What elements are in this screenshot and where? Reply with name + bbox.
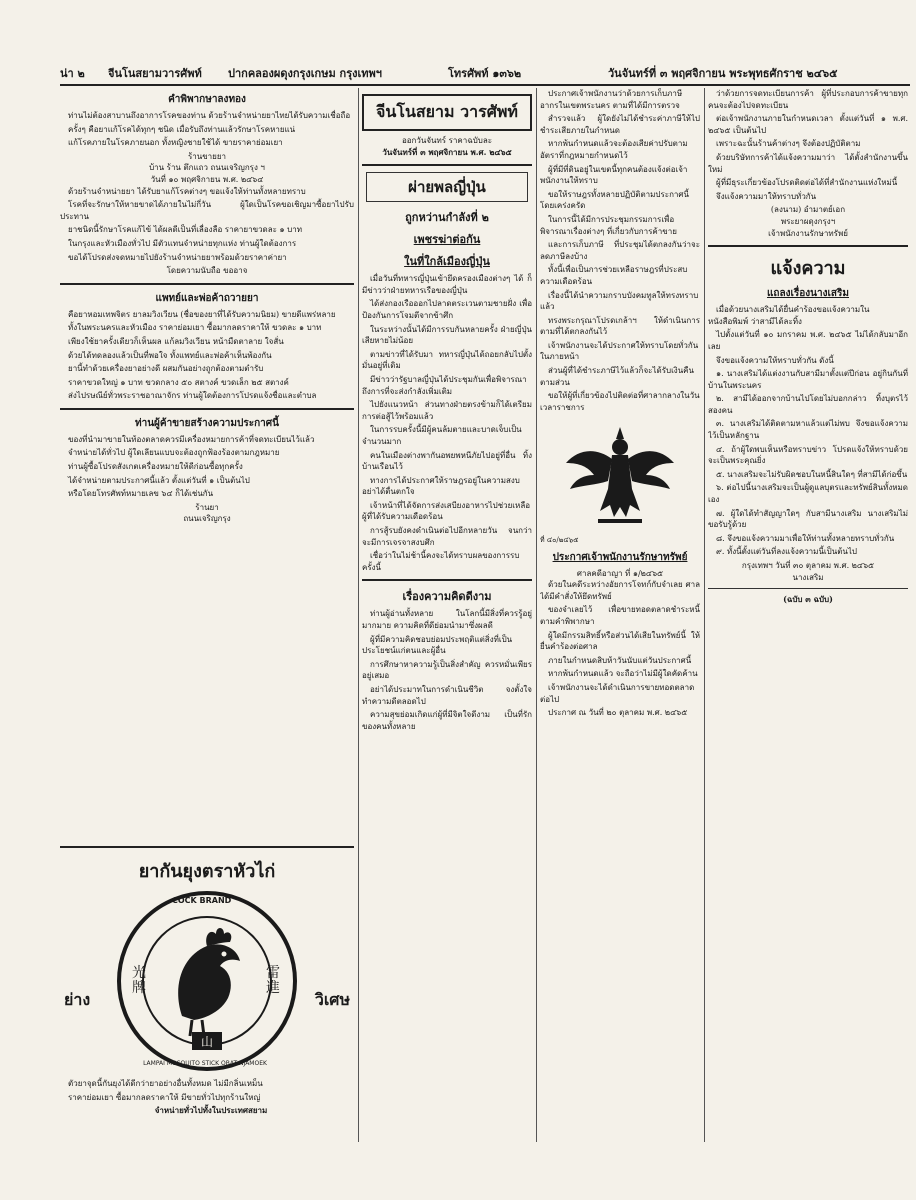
text-line: ได้จำหน่ายตามประกาศนี้แล้ว ตั้งแต่วันที่ ๑ เป็นต้นไป: [68, 475, 250, 485]
signature-line: (ลงนาม) อำมาตย์เอก: [770, 205, 846, 215]
address-line: บ้าน ร้าน ตึกแถว ถนนเจริญกรุง ฯ: [149, 163, 265, 173]
garuda-emblem-icon: [560, 419, 680, 529]
text-line: เมื่อวันที่ทหารญี่ปุ่นเข้ายึดครองเมืองต่างๆ ได้ ก็มีข่าวว่าฝ่ายทหารเรือของญี่ปุ่น: [362, 274, 532, 295]
column-4: [708, 88, 908, 1142]
place-line: ปากคลองผดุงกรุงเกษม กรุงเทพฯ: [228, 67, 382, 80]
headline-3: เพชรฆ่าต่อกัน: [413, 233, 481, 247]
header-rule: [60, 84, 910, 86]
text-line: ตัวยาจุดนี้กันยุงได้ดีกว่ายาอย่างอื่นทั้งหมด ไม่มีกลิ่นเหม็น: [68, 1079, 263, 1088]
ad-right-word: วิเศษ: [314, 990, 350, 1009]
divider: [708, 588, 908, 589]
paper-name: จีนโนสยามวารศัพท์: [108, 67, 202, 80]
text-line: ของที่นำมาขายในท้องตลาดควรมีเครื่องหมายการค้าที่จดทะเบียนไว้แล้ว: [68, 434, 315, 444]
notice-body-3: [540, 579, 700, 719]
text-line: ขอให้ราษฎรทั้งหลายปฏิบัติตามประกาศนี้โดยเคร่งครัด: [540, 189, 689, 211]
text-line: ท่านผู้อ่านทั้งหลาย ในโลกนี้มีสิ่งที่ควรรู้อยู่มากมาย ความคิดที่ดีย่อมนำมาซึ่งผลดี: [362, 609, 532, 631]
text-line: ภายในกำหนดสิบห้าวันนับแต่วันประกาศนี้: [548, 655, 692, 665]
notice-footer: (ฉบับ ๓ ฉบับ): [783, 594, 833, 605]
date-line: กรุงเทพฯ วันที่ ๓๐ ตุลาคม พ.ศ. ๒๔๖๕: [741, 561, 875, 570]
text-line: ราคาขวดใหญ่ ๑ บาท ขวดกลาง ๕๐ สตางค์ ขวดเล็ก ๒๕ สตางค์: [68, 377, 289, 387]
notice-1-body: [60, 110, 354, 277]
notice-2-title: แพทย์และพ่อค้าถวายยา: [155, 292, 259, 304]
text-line: เมื่อด้วยนางเสริมได้ยื่นคำร้องขอแจ้งความในหนังสือพิมพ์ ว่าสามีได้ละทิ้ง: [708, 305, 870, 326]
notice-title: แจ้งความ: [770, 258, 846, 280]
headline-1: ผ่ายพลญี่ปุ่น: [366, 172, 528, 202]
text-line: ราคาย่อมเยา ซื้อมากลดราคาให้ มีขายทั่วไปทุกร้านใหญ่: [68, 1092, 261, 1102]
text-line: ในการนี้ได้มีการประชุมกรรมการเพื่อพิจารณาเรื่องต่างๆ ที่เกี่ยวกับการค้าขาย: [540, 214, 677, 236]
notice-body-1: [540, 88, 700, 413]
column-2: [362, 88, 532, 1142]
divider: [60, 846, 354, 848]
text-line: ความสุขย่อมเกิดแก่ผู้ที่มีจิตใจดีงาม เป็นที่รักของคนทั้งหลาย: [362, 710, 532, 731]
text-line: ตามข่าวที่ได้รับมา ทหารญี่ปุ่นได้ถอยกลับไปตั้งมั่นอยู่ที่เดิม: [362, 349, 532, 371]
masthead: จีนโนสยาม วารศัพท์: [362, 94, 532, 131]
notice-number: ที่ ๔๐/๒๔๖๕: [540, 536, 579, 545]
text-line: หากพ้นกำหนดแล้วจะต้องเสียค่าปรับตามอัตราที่กฎหมายกำหนดไว้: [540, 139, 688, 160]
text-line: ผู้ที่มีที่ดินอยู่ในเขตนี้ทุกคนต้องแจ้งต่อเจ้าพนักงานให้ทราบ: [540, 164, 688, 186]
text-line: ๒. สามีได้ออกจากบ้านไปโดยไม่บอกกล่าว ทิ้งบุตรไว้สองคน: [708, 394, 908, 415]
text-line: อย่าได้ประมาทในการดำเนินชีวิต จงตั้งใจทำความดีตลอดไป: [362, 685, 532, 706]
divider: [60, 283, 354, 285]
text-line: เจ้าหน้าที่ได้จัดการส่งเสบียงอาหารไปช่วยเหลือผู้ที่ได้รับความเดือดร้อน: [362, 500, 531, 522]
text-line: หากพ้นกำหนดแล้ว จะถือว่าไม่มีผู้ใดคัดค้าน: [548, 669, 698, 679]
text-line: ด้วยได้ทดลองแล้วเป็นที่พอใจ ทั้งแพทย์และพ่อค้าเห็นพ้องกัน: [68, 350, 272, 360]
notice-1-title: คำพิพากษาลงทอง: [168, 94, 246, 105]
text-line: จึงแจ้งความมาให้ทราบทั่วกัน: [716, 191, 817, 201]
signature-line: นางเสริม: [792, 572, 824, 582]
text-line: ทั้งนี้เพื่อเป็นการช่วยเหลือราษฎรที่ประสบความเดือดร้อน: [540, 265, 688, 286]
text-line: ๔. ถ้าผู้ใดพบเห็นหรือทราบข่าว โปรดแจ้งให้ทราบด้วย จะเป็นพระคุณยิ่ง: [708, 444, 908, 466]
text-line: คนในเมืองต่างพากันอพยพหนีภัยไปอยู่ที่อื่น ทิ้งบ้านเรือนไว้: [362, 450, 532, 472]
column-rule: [704, 88, 705, 1142]
notice-body-1: [708, 88, 908, 239]
divider: [60, 408, 354, 410]
date-line: วันที่ ๑๐ พฤศจิกายน พ.ศ. ๒๔๖๔: [150, 174, 264, 184]
text-line: ๓. นางเสริมได้ติดตามหาแล้วแต่ไม่พบ จึงขอแจ้งความไว้เป็นหลักฐาน: [708, 419, 908, 441]
text-line: ในกรุงและหัวเมืองทั่วไป มีตัวแทนจำหน่ายทุกแห่ง ท่านผู้ใดต้องการ: [68, 238, 297, 248]
text-line: การสู้รบยังคงดำเนินต่อไปอีกหลายวัน จนกว่าจะมีการเจรจาสงบศึก: [362, 526, 532, 547]
text-line: ในการรบครั้งนี้มีผู้คนล้มตายและบาดเจ็บเป็นจำนวนมาก: [362, 425, 522, 446]
text-line: ได้ส่งกองเรือออกไปลาดตระเวนตามชายฝั่ง เพื่อป้องกันการโจมตีจากข้าศึก: [362, 299, 532, 320]
text-line: ผู้ที่มีความคิดชอบย่อมประพฤติแต่สิ่งที่เป็นประโยชน์แก่ตนและผู้อื่น: [362, 634, 513, 656]
chinese-right: 雷進: [266, 965, 280, 997]
text-line: ๗. ผู้ใดได้ทำสัญญาใดๆ กับสามีนางเสริม นางเสริมไม่ขอรับรู้ด้วย: [708, 508, 908, 530]
headline-2: ถูกหว่านกำลังที่ ๒: [405, 211, 489, 225]
headline-4: ในที่ใกล้เมืองญี่ปุ่น: [404, 255, 490, 269]
text-line: ด้วยบริษัทการค้าได้แจ้งความมาว่า ได้ตั้งสำนักงานขึ้นใหม่: [708, 152, 908, 174]
tagline: ออกวันจันทร์ ราคาฉบับละ: [401, 136, 493, 145]
text-line: หรือโดยโทรศัพท์หมายเลข ๖๔ ก็ได้เช่นกัน: [68, 489, 214, 499]
text-line: ส่วนผู้ที่ได้ชำระภาษีไว้แล้วก็จะได้รับเงินคืนตามส่วน: [540, 366, 694, 387]
news-body-1: [362, 273, 532, 573]
signature-line: ร้านยา: [195, 502, 219, 512]
telephone-line: โทรศัพท์ ๑๓๖๒: [448, 67, 522, 80]
notice-2-body: [60, 309, 354, 402]
text-line: จำหน่ายได้ทั่วไป ผู้ใดเลียนแบบจะต้องถูกฟ้องร้องตามกฎหมาย: [68, 448, 280, 458]
text-line: และการเก็บภาษี ที่ประชุมได้ตกลงกันว่าจะลดภาษีลงบ้าง: [540, 240, 700, 261]
text-line: สำรวจแล้ว ผู้ใดยังไม่ได้ชำระค่าภาษีให้ไปชำระเสียภายในกำหนด: [540, 114, 700, 135]
divider: [708, 245, 908, 247]
text-line: ประกาศเจ้าพนักงานว่าด้วยการเก็บภาษีอากรในเขตพระนคร ตามที่ได้มีการตรวจ: [540, 89, 683, 110]
text-line: เพราะฉะนั้นร้านค้าต่างๆ จึงต้องปฏิบัติตาม: [716, 139, 861, 149]
text-line: ด้วยร้านจำหน่ายยา ได้รับยาแก้โรคต่างๆ ขอแจ้งให้ท่านทั้งหลายทราบ: [68, 186, 306, 196]
notice-subtitle: แถลงเรื่องนางเสริม: [766, 288, 849, 300]
page-number: น่า ๒: [60, 67, 85, 80]
text-line: ด้วยในคดีระหว่างอัยการโจทก์กับจำเลย ศาลได้มีคำสั่งให้ยึดทรัพย์: [540, 580, 700, 601]
text-line: ผู้ที่มีธุระเกี่ยวข้องโปรดติดต่อได้ที่สำนักงานแห่งใหม่นี้: [716, 178, 898, 188]
text-line: เรื่องนี้ได้นำความกราบบังคมทูลให้ทรงทราบแล้ว: [540, 290, 699, 312]
running-head: [60, 64, 910, 82]
signature-line: ถนนเจริญกรุง: [183, 514, 231, 524]
text-line: คือยาหอมเทพจิตร ยาลมวิงเวียน (ชื่อของยาที่ได้รับความนิยม) ขายดีแพร่หลาย: [68, 309, 336, 319]
text-line: ยานี้ทำด้วยเครื่องยาอย่างดี ผสมกันอย่างถูกต้องตามตำรับ: [68, 364, 264, 374]
shop-line: ร้านขายยา: [187, 151, 227, 161]
divider: [362, 579, 532, 581]
text-line: เจ้าพนักงานจะได้ดำเนินการขายทอดตลาดต่อไป: [540, 682, 695, 704]
mosquito-coil-advertisement: [60, 846, 354, 1142]
issue-date: วันจันทร์ที่ ๓ พฤศจิกายน พระพุทธศักราช ๒๔๖๕: [608, 67, 838, 80]
text-line: ไปยังแนวหน้า ส่วนทางฝ่ายตรงข้ามก็ได้เตรียมการต่อสู้ไว้พร้อมแล้ว: [362, 400, 532, 421]
text-line: ทรงพระกรุณาโปรดเกล้าฯ ให้ดำเนินการตามที่ได้ตกลงกันไว้: [540, 315, 700, 337]
section-title: เรื่องความคิดดีงาม: [402, 590, 492, 604]
text-line: ในระหว่างนั้นได้มีการรบกันหลายครั้ง ฝ่ายญี่ปุ่นเสียหายไม่น้อย: [362, 324, 532, 346]
ad-left-word: ย่าง: [64, 990, 91, 1009]
text-line: ของจำเลยไว้ เพื่อขายทอดตลาดชำระหนี้ตามคำพิพากษา: [540, 605, 700, 626]
text-line: โรคที่จะรักษาให้หายขาดได้ภายในไม่กี่วัน ผู้ใดเป็นโรคขอเชิญมาซื้อยาไปรับประทาน: [60, 200, 354, 221]
notice-title: ประกาศเจ้าพนักงานรักษาทรัพย์: [552, 551, 688, 563]
text-line: ขอให้ผู้ที่เกี่ยวข้องไปติดต่อที่ศาลากลางในวันเวลาราชการ: [540, 391, 700, 412]
divider: [362, 164, 532, 166]
text-line: แก้โรคภายในโรคภายนอก ทั้งหญิงชายใช้ได้ ขายราคาย่อมเยา: [68, 138, 283, 148]
brand-badge: COCK BRAND: [172, 896, 232, 905]
column-rule: [536, 88, 537, 1142]
ad-footer: [60, 1078, 354, 1119]
news-body-3: [362, 608, 532, 732]
signature-line: พระยาผดุงกรุงฯ: [780, 216, 836, 226]
masthead-date: วันจันทร์ที่ ๓ พฤศจิกายน พ.ศ. ๒๔๖๕: [382, 146, 512, 157]
text-line: ๕. นางเสริมจะไม่รับผิดชอบในหนี้สินใดๆ ที่สามีได้ก่อขึ้น: [716, 469, 908, 479]
text-line: ทางการได้ประกาศให้ราษฎรอยู่ในความสงบ อย่าได้ตื่นตกใจ: [362, 475, 520, 497]
text-line: ต่อเจ้าพนักงานภายในกำหนดเวลา ตั้งแต่วันที่ ๑ พ.ศ. ๒๔๖๕ เป็นต้นไป: [708, 114, 908, 135]
ring-text: LAMPAI MOSQUITO STICK OBAT NJAMOEK: [143, 1060, 267, 1067]
notice-body-2: [708, 304, 908, 583]
text-line: ยาชนิดนี้รักษาโรคแก้ไข้ ได้ผลดีเป็นที่เลื่องลือ ราคายาขวดละ ๑ บาท: [68, 225, 302, 235]
text-line: ส่งไปรษณีย์ทั่วพระราชอาณาจักร ท่านผู้ใดต้องการโปรดแจ้งชื่อและตำบล: [68, 391, 317, 401]
text-line: เพียงใช้ยาครั้งเดียวก็เห็นผล แก้ลมวิงเวียน หน้ามืดตาลาย ใจสั่น: [68, 336, 284, 346]
text-line: ๑. นางเสริมได้แต่งงานกับสามีมาตั้งแต่ปีก่อน อยู่กินกันที่บ้านในพระนคร: [708, 369, 908, 390]
text-line: ท่านผู้ซื้อโปรดสังเกตเครื่องหมายให้ดีก่อนซื้อทุกครั้ง: [68, 462, 243, 472]
notice-3-body: [60, 434, 354, 525]
seal-mark: 山: [200, 1035, 214, 1049]
chinese-left: 光牌: [132, 965, 146, 997]
text-line: การศึกษาหาความรู้เป็นสิ่งสำคัญ ควรหมั่นเพียรอยู่เสมอ: [362, 659, 532, 681]
column-3: [540, 88, 700, 1142]
text-line: ๙. ทั้งนี้ตั้งแต่วันที่ลงแจ้งความนี้เป็นต้นไป: [716, 547, 857, 557]
text-line: ไปตั้งแต่วันที่ ๑๐ มกราคม พ.ศ. ๒๔๖๕ ไม่ได้กลับมาอีกเลย: [708, 330, 908, 351]
text-line: ท่านไม่ต้องสาบานถึงอาการโรคของท่าน ด้วยร้านจำหน่ายยาไทยได้รับความเชื่อถือ: [68, 111, 351, 120]
notice-3-title: ท่านผู้ค้าขายสร้างความประกาศนี้: [135, 417, 279, 429]
signature-line: โดยความนับถือ ขออาจ: [166, 266, 248, 276]
text-line: ๖. ต่อไปนี้นางเสริมจะเป็นผู้ดูแลบุตรและทรัพย์สินทั้งหมดเอง: [708, 483, 908, 505]
text-line: ครั้งๆ คือยาแก้โรคได้ทุกๆ ชนิด เมื่อรับถึงท่านแล้วรักษาโรคหายแน่: [68, 124, 296, 134]
text-line: ผู้ใดมีกรรมสิทธิ์หรือส่วนได้เสียในทรัพย์นี้ ให้ยื่นคำร้องต่อศาล: [540, 630, 700, 652]
text-line: เชื่อว่าในไม่ช้านี้คงจะได้ทราบผลของการรบครั้งนี้: [362, 551, 520, 572]
text-line: ว่าด้วยการจดทะเบียนการค้า ผู้ที่ประกอบการค้าขายทุกคนจะต้องไปจดทะเบียน: [708, 89, 908, 110]
ad-title: ยากันยุงตราหัวไก่: [138, 861, 276, 882]
notice-subtitle: ศาลคดีอาญา ที่ ๑/๒๔๖๕: [576, 568, 664, 578]
text-line: เจ้าพนักงานจะได้ประกาศให้ทราบโดยทั่วกันในภายหน้า: [540, 340, 699, 362]
signature-line: เจ้าพนักงานรักษาทรัพย์: [768, 228, 848, 238]
column-rule: [358, 88, 359, 1142]
text-line: ขอได้โปรดส่งจดหมายไปยังร้านจำหน่ายยาพร้อมด้วยราคาค่ายา: [68, 252, 287, 262]
text-line: มีข่าวว่ารัฐบาลญี่ปุ่นได้ประชุมกันเพื่อพิจารณาถึงการที่จะส่งกำลังเพิ่มเติม: [362, 374, 527, 396]
text-line: ๘. จึงขอแจ้งความมาเพื่อให้ท่านทั้งหลายทราบทั่วกัน: [716, 533, 895, 543]
text-line: จำหน่ายทั่วไปทั้งในประเทศสยาม: [154, 1105, 268, 1116]
text-line: ทั้งในพระนครและหัวเมือง ราคาย่อมเยา ซื้อมากลดราคาให้ ขวดละ ๑ บาท: [68, 323, 322, 333]
text-line: ประกาศ ณ วันที่ ๒๐ ตุลาคม พ.ศ. ๒๔๖๕: [548, 708, 688, 718]
text-line: จึงขอแจ้งความให้ทราบทั่วกัน ดังนี้: [716, 355, 834, 365]
